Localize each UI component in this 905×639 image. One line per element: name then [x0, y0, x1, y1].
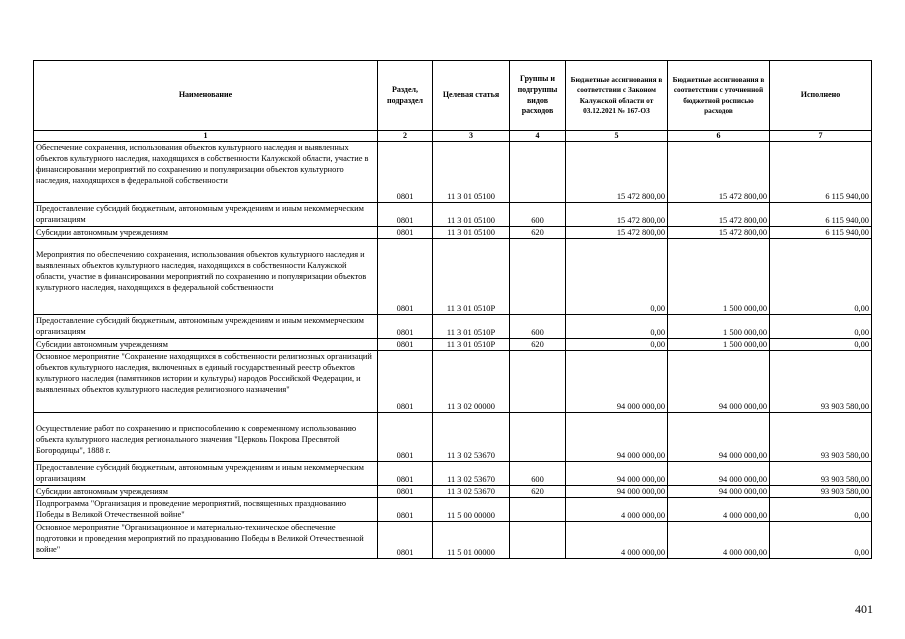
- header-law: Бюджетные ассигнования в соответствии с Законом Калужской области от 03.12.2021 № 167-ОЗ: [566, 61, 668, 131]
- row-group: 600: [510, 462, 566, 486]
- row-section: 0801: [378, 351, 433, 413]
- row-name: Подпрограмма "Организация и проведение мероприятий, посвященных празднованию Победы в Великой Отечественной войне": [34, 498, 378, 522]
- row-refined: 94 000 000,00: [668, 486, 770, 498]
- row-target: 11 3 01 05100: [433, 142, 510, 203]
- row-refined: 15 472 800,00: [668, 227, 770, 239]
- table-row: [34, 142, 872, 203]
- row-name: Основное мероприятие "Организационное и материально-техническое обеспечение подготовки и проведения мероприятий по празднованию Победы в Великой Отечественной войне": [34, 522, 378, 559]
- table-row: [34, 203, 872, 227]
- row-section: 0801: [378, 339, 433, 351]
- row-section: 0801: [378, 142, 433, 203]
- row-section: 0801: [378, 522, 433, 559]
- row-executed: 0,00: [770, 522, 872, 559]
- row-target: 11 3 01 0510Р: [433, 239, 510, 315]
- row-law: 94 000 000,00: [566, 413, 668, 462]
- table-row: [34, 522, 872, 559]
- row-group: 600: [510, 315, 566, 339]
- row-section: 0801: [378, 498, 433, 522]
- row-name: Обеспечение сохранения, использования объектов культурного наследия и выявленных объектов культурного наследия, находящихся в собственности Калужской области, участие в финансировании мероприятий по сохранению и популяризации объектов культурного наследия, находящихся в федеральной собственности: [34, 142, 378, 203]
- column-number: 1: [34, 131, 378, 142]
- row-target: 11 3 02 53670: [433, 413, 510, 462]
- row-law: 0,00: [566, 315, 668, 339]
- header-section: Раздел, подраздел: [378, 61, 433, 131]
- row-executed: 6 115 940,00: [770, 142, 872, 203]
- row-law: 4 000 000,00: [566, 498, 668, 522]
- row-group: 620: [510, 486, 566, 498]
- row-executed: 0,00: [770, 315, 872, 339]
- row-target: 11 3 02 53670: [433, 486, 510, 498]
- row-target: 11 3 01 05100: [433, 203, 510, 227]
- column-number: 7: [770, 131, 872, 142]
- row-law: 15 472 800,00: [566, 142, 668, 203]
- row-group: 620: [510, 227, 566, 239]
- row-refined: 15 472 800,00: [668, 142, 770, 203]
- row-section: 0801: [378, 227, 433, 239]
- table-row: [34, 413, 872, 462]
- row-refined: 1 500 000,00: [668, 239, 770, 315]
- row-refined: 94 000 000,00: [668, 351, 770, 413]
- row-executed: 93 903 580,00: [770, 413, 872, 462]
- row-law: 0,00: [566, 339, 668, 351]
- row-target: 11 3 01 05100: [433, 227, 510, 239]
- row-target: 11 5 01 00000: [433, 522, 510, 559]
- row-name: Субсидии автономным учреждениям: [34, 227, 378, 239]
- table-row: [34, 462, 872, 486]
- row-group: [510, 351, 566, 413]
- column-number: 5: [566, 131, 668, 142]
- row-law: 15 472 800,00: [566, 203, 668, 227]
- row-executed: 0,00: [770, 498, 872, 522]
- row-executed: 6 115 940,00: [770, 227, 872, 239]
- row-law: 4 000 000,00: [566, 522, 668, 559]
- row-group: [510, 142, 566, 203]
- page-number: 401: [855, 602, 873, 616]
- row-section: 0801: [378, 462, 433, 486]
- row-law: 0,00: [566, 239, 668, 315]
- table-row: [34, 239, 872, 315]
- row-target: 11 3 01 0510Р: [433, 315, 510, 339]
- row-name: Предоставление субсидий бюджетным, автономным учреждениям и иным некоммерческим организациям: [34, 203, 378, 227]
- table-row: [34, 486, 872, 498]
- row-target: 11 3 01 0510Р: [433, 339, 510, 351]
- row-target: 11 5 00 00000: [433, 498, 510, 522]
- row-executed: 93 903 580,00: [770, 351, 872, 413]
- header-executed: Исполнено: [770, 61, 872, 131]
- row-executed: 6 115 940,00: [770, 203, 872, 227]
- row-name: Субсидии автономным учреждениям: [34, 339, 378, 351]
- row-name: Осуществление работ по сохранению и приспособлению к современному использованию объекта культурного наследия регионального значения "Церковь Покрова Пресвятой Богородицы", 1888 г.: [34, 413, 378, 462]
- header-name: Наименование: [34, 61, 378, 131]
- row-executed: 0,00: [770, 339, 872, 351]
- header-refined: Бюджетные ассигнования в соответствии с уточненной бюджетной росписью расходов: [668, 61, 770, 131]
- header-row: [34, 61, 872, 131]
- column-number-row: [34, 131, 872, 142]
- row-name: Предоставление субсидий бюджетным, автономным учреждениям и иным некоммерческим организациям: [34, 315, 378, 339]
- row-section: 0801: [378, 486, 433, 498]
- row-name: Субсидии автономным учреждениям: [34, 486, 378, 498]
- table-row: [34, 227, 872, 239]
- row-executed: 93 903 580,00: [770, 486, 872, 498]
- column-number: 4: [510, 131, 566, 142]
- column-number: 2: [378, 131, 433, 142]
- row-name: Основное мероприятие "Сохранение находящихся в собственности религиозных организаций объектов культурного наследия, включенных в единый государственный реестр объектов культурного наследия (памятников истории и культуры) народов Российской Федерации, и выявленных объектов культурного наследия религиозного назначения": [34, 351, 378, 413]
- row-refined: 94 000 000,00: [668, 413, 770, 462]
- row-refined: 15 472 800,00: [668, 203, 770, 227]
- row-section: 0801: [378, 413, 433, 462]
- header-groups: Группы и подгруппы видов расходов: [510, 61, 566, 131]
- row-section: 0801: [378, 203, 433, 227]
- row-target: 11 3 02 00000: [433, 351, 510, 413]
- table-row: [34, 351, 872, 413]
- budget-table: [33, 60, 872, 559]
- row-executed: 0,00: [770, 239, 872, 315]
- row-name: Предоставление субсидий бюджетным, автономным учреждениям и иным некоммерческим организациям: [34, 462, 378, 486]
- row-law: 94 000 000,00: [566, 486, 668, 498]
- row-group: [510, 522, 566, 559]
- row-refined: 1 500 000,00: [668, 315, 770, 339]
- row-group: [510, 413, 566, 462]
- row-refined: 1 500 000,00: [668, 339, 770, 351]
- column-number: 3: [433, 131, 510, 142]
- header-target: Целевая статья: [433, 61, 510, 131]
- table-row: [34, 339, 872, 351]
- row-group: [510, 498, 566, 522]
- row-group: 620: [510, 339, 566, 351]
- table-row: [34, 498, 872, 522]
- row-group: [510, 239, 566, 315]
- row-name: Мероприятия по обеспечению сохранения, использования объектов культурного наследия и выявленных объектов культурного наследия, находящихся в собственности Калужской области, участие в финансировании мероприятий по сохранению и популяризации объектов культурного наследия, находящихся в федеральной собственности: [34, 239, 378, 315]
- column-number: 6: [668, 131, 770, 142]
- row-refined: 4 000 000,00: [668, 522, 770, 559]
- row-group: 600: [510, 203, 566, 227]
- row-section: 0801: [378, 315, 433, 339]
- table-row: [34, 315, 872, 339]
- row-refined: 4 000 000,00: [668, 498, 770, 522]
- row-executed: 93 903 580,00: [770, 462, 872, 486]
- row-section: 0801: [378, 239, 433, 315]
- row-target: 11 3 02 53670: [433, 462, 510, 486]
- row-law: 94 000 000,00: [566, 351, 668, 413]
- row-law: 94 000 000,00: [566, 462, 668, 486]
- row-law: 15 472 800,00: [566, 227, 668, 239]
- row-refined: 94 000 000,00: [668, 462, 770, 486]
